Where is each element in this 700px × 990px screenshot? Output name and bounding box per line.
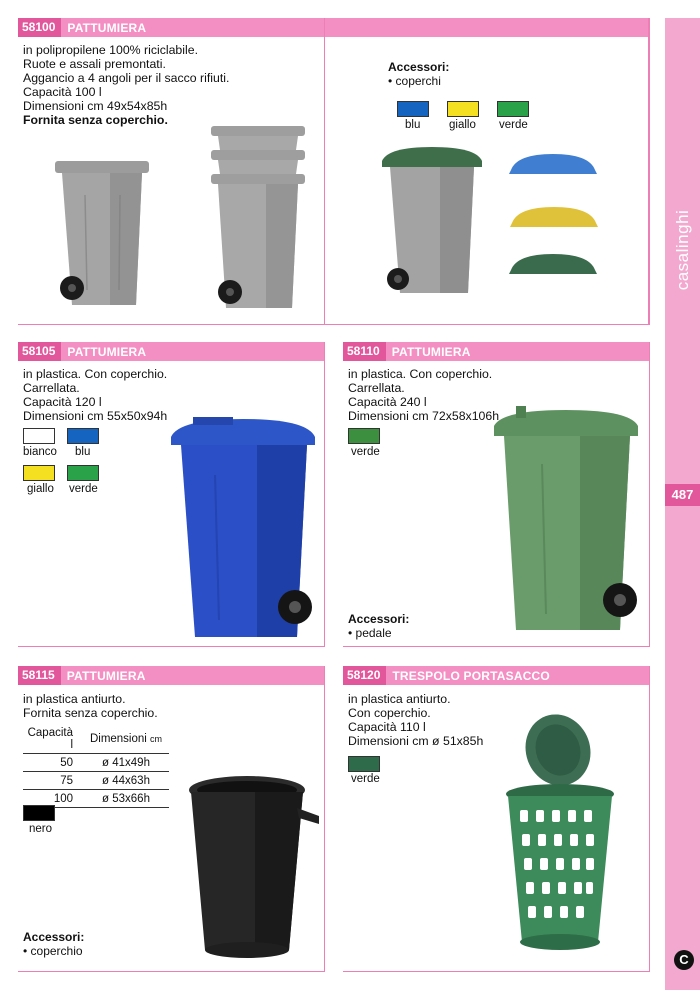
color-swatch-verde <box>348 756 380 772</box>
product-description: in polipropilene 100% riciclabile. Ruote e assali premontati. Aggancio a 4 angoli per il sacco rifiuti. Capacità 100 l Dimensioni cm 49x54x85h Fornita senza coperchio. <box>23 43 230 127</box>
color-swatch-verde <box>497 101 529 117</box>
product-description: in plastica. Con coperchio. Carrellata. Capacità 120 l Dimensioni cm 55x50x94h <box>23 367 168 423</box>
accessories-title: Accessori: <box>388 60 450 74</box>
green-lid-image <box>505 250 600 278</box>
product-code: 58115 <box>18 666 61 685</box>
blue-lid-image <box>505 150 600 178</box>
product-code: 58120 <box>343 666 386 685</box>
gray-bin-image <box>50 155 155 315</box>
bin-with-lid-image <box>378 143 486 303</box>
product-description: in plastica. Con coperchio. Carrellata. Capacità 240 l Dimensioni cm 72x58x106h <box>348 367 500 423</box>
color-label: verde <box>69 483 98 495</box>
product-title: PATTUMIERA <box>67 344 147 359</box>
yellow-lid-image <box>506 203 601 231</box>
color-swatch-blu <box>397 101 429 117</box>
color-swatch-giallo <box>23 465 55 481</box>
color-swatch-giallo <box>447 101 479 117</box>
color-swatch-verde <box>348 428 380 444</box>
color-swatch-nero <box>23 805 55 821</box>
section-label: casalinghi <box>673 209 692 291</box>
page-number: 487 <box>665 484 700 506</box>
green-bin-image <box>488 404 643 636</box>
product-code: 58100 <box>18 18 61 37</box>
blue-bin-image <box>165 415 320 643</box>
table-row: 50 ø 41x49h <box>23 754 169 772</box>
color-label: verde <box>351 773 380 785</box>
card-border <box>325 324 650 325</box>
table-header-capacity: Capacità l <box>23 725 83 754</box>
color-label: blu <box>75 446 91 458</box>
accessories-item: • coperchio <box>23 944 83 958</box>
accessories-title: Accessori: <box>23 930 85 944</box>
color-label: verde <box>499 119 528 131</box>
color-label: blu <box>405 119 421 131</box>
accessories-title: Accessori: <box>348 612 410 626</box>
product-description: in plastica antiurto. Fornita senza coperchio. <box>23 692 158 720</box>
color-swatch-bianco <box>23 428 55 444</box>
product-title: TRESPOLO PORTASACCO <box>392 668 550 683</box>
stacked-bins-image <box>206 122 311 314</box>
product-description: in plastica antiurto. Con coperchio. Capacità 110 l Dimensioni cm ø 51x85h <box>348 692 484 748</box>
sack-holder-image <box>498 710 623 962</box>
brand-logo: C <box>674 950 694 970</box>
spec-table <box>23 725 169 808</box>
card-border <box>648 18 650 325</box>
table-row: 75 ø 44x63h <box>23 772 169 790</box>
accessories-item: • coperchi <box>388 74 441 88</box>
product-title: PATTUMIERA <box>66 668 146 683</box>
color-swatch-blu <box>67 428 99 444</box>
color-label: verde <box>351 446 380 458</box>
table-header-dimensions: Dimensioni cm <box>83 725 169 754</box>
product-code: 58110 <box>343 342 386 361</box>
color-label: bianco <box>23 446 57 458</box>
accessories-item: • pedale <box>348 626 392 640</box>
product-title: PATTUMIERA <box>67 20 147 35</box>
color-swatch-verde <box>67 465 99 481</box>
table-row: 100 ø 53x66h <box>23 790 169 808</box>
product-title: PATTUMIERA <box>391 344 471 359</box>
color-label: giallo <box>449 119 476 131</box>
color-label: nero <box>29 823 53 835</box>
color-label: giallo <box>27 483 54 495</box>
product-code: 58105 <box>18 342 61 361</box>
black-bin-image <box>185 772 323 962</box>
header-band <box>325 18 650 37</box>
